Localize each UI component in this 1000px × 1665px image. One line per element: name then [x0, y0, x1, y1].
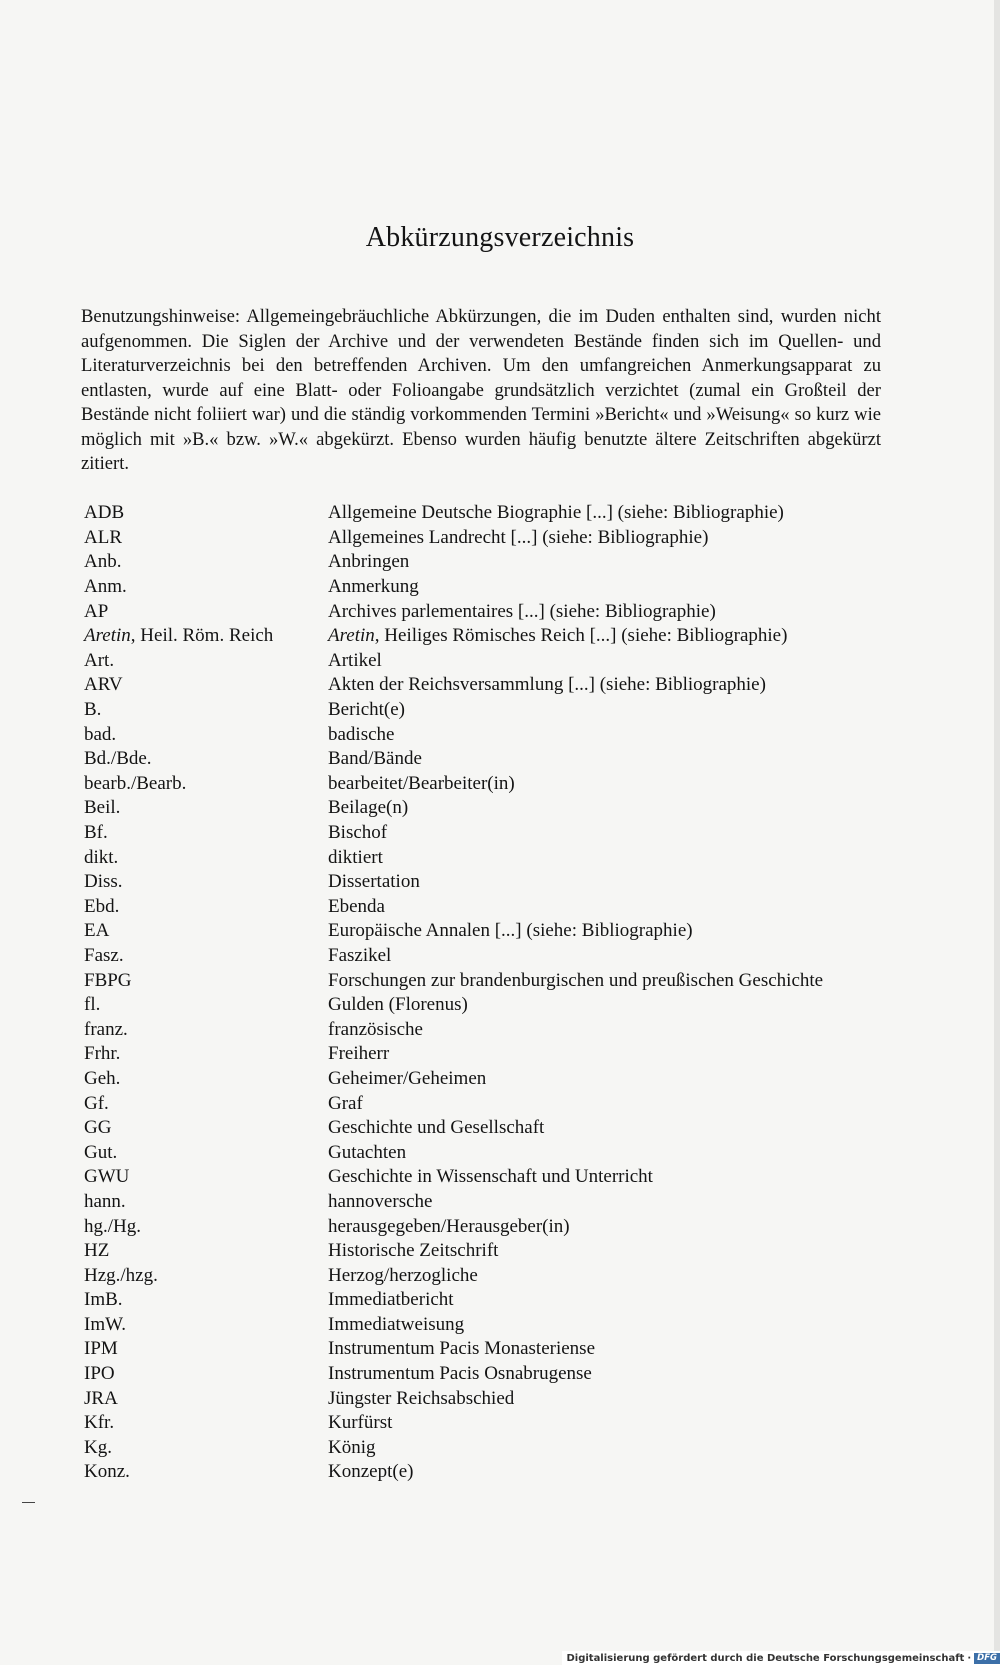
abbreviation-term: Bd./Bde.	[84, 748, 152, 770]
abbreviation-definition: Immediatbericht	[328, 1289, 454, 1311]
abbreviation-definition: Gulden (Florenus)	[328, 994, 468, 1016]
abbreviation-term: bad.	[84, 723, 117, 745]
abbreviation-definition: Bischof	[328, 822, 388, 844]
abbreviation-definition: Historische Zeitschrift	[328, 1240, 499, 1262]
abbreviation-definition: Herzog/herzogliche	[328, 1264, 478, 1286]
abbreviation-term: dikt.	[84, 846, 119, 868]
list-item	[84, 747, 904, 772]
list-item	[84, 501, 904, 526]
list-item	[84, 772, 904, 797]
abbreviation-term: GG	[84, 1117, 112, 1139]
list-item	[84, 624, 904, 649]
abbreviation-definition: Faszikel	[328, 944, 392, 966]
list-item	[84, 1362, 904, 1387]
abbreviation-term: ImB.	[84, 1289, 123, 1311]
abbreviation-definition: hannoversche	[328, 1190, 433, 1212]
abbreviation-definition: Geheimer/Geheimen	[328, 1067, 487, 1089]
abbreviation-term: Diss.	[84, 871, 123, 893]
list-item	[84, 968, 904, 993]
abbreviation-definition: Band/Bände	[328, 748, 422, 770]
abbreviation-term	[84, 625, 328, 647]
abbreviation-definition: Artikel	[328, 649, 382, 671]
abbreviation-term: Gf.	[84, 1092, 109, 1114]
abbreviation-definition: badische	[328, 723, 395, 745]
list-item	[84, 1411, 904, 1436]
abbreviation-definition: Beilage(n)	[328, 797, 409, 819]
usage-notes: Benutzungshinweise: Allgemeingebräuchliche Abkürzungen, die im Duden enthalten sind, wurden nicht aufgenommen. Die Siglen der Archive und der verwendeten Bestände finden sich im Quellen- und Literaturverzeichnis bei den betreffenden Archiven. Um den umfangreichen Anmerkungsapparat zu entlasten, wurde auf eine Blatt- oder Folioangabe grundsätzlich verzichtet (zumal ein Großteil der Bestände nicht foliiert war) und die ständig vorkommenden Termini »Bericht« und »Weisung« so kurz wie möglich mit »B.« bzw. »W.« abgekürzt. Ebenso wurden häufig benutzte ältere Zeitschriften abgekürzt zitiert.	[81, 306, 881, 474]
list-item	[84, 550, 904, 575]
abbreviation-term: ADB	[84, 502, 125, 524]
abbreviation-term: IPO	[84, 1363, 115, 1385]
page-title: Abkürzungsverzeichnis	[365, 222, 635, 253]
abbreviation-term: hann.	[84, 1190, 126, 1212]
abbreviation-term: IPM	[84, 1338, 118, 1360]
abbreviation-definition: Allgemeine Deutsche Biographie [...] (siehe: Bibliographie)	[328, 502, 784, 524]
list-item	[84, 1165, 904, 1190]
list-item	[84, 1214, 904, 1239]
margin-dash	[22, 1502, 35, 1503]
abbreviation-definition: Instrumentum Pacis Monasteriense	[328, 1338, 596, 1360]
abbreviation-definition: Immediatweisung	[328, 1313, 465, 1335]
abbreviation-term: Frhr.	[84, 1043, 121, 1065]
abbreviation-term: Anb.	[84, 551, 122, 573]
list-item	[84, 1313, 904, 1338]
abbreviation-definition: bearbeitet/Bearbeiter(in)	[328, 772, 515, 794]
author-name-italic: Aretin	[328, 625, 375, 647]
abbreviation-term: EA	[84, 920, 110, 942]
abbreviation-term: HZ	[84, 1240, 110, 1262]
abbreviation-definition: Jüngster Reichsabschied	[328, 1387, 515, 1409]
abbreviation-definition: Graf	[328, 1092, 363, 1114]
list-item	[84, 870, 904, 895]
abbreviation-definition: Geschichte in Wissenschaft und Unterricht	[328, 1166, 653, 1188]
list-item	[84, 599, 904, 624]
abbreviation-definition-rest: , Heiliges Römisches Reich [...] (siehe: Bibliographie)	[374, 625, 788, 647]
list-item	[84, 919, 904, 944]
list-item	[84, 649, 904, 674]
abbreviation-definition: französische	[328, 1018, 423, 1040]
abbreviation-definition: Archives parlementaires [...] (siehe: Bibliographie)	[328, 600, 716, 622]
abbreviation-term: AP	[84, 600, 109, 622]
abbreviation-list	[84, 501, 904, 1485]
list-item	[84, 1067, 904, 1092]
list-item	[84, 821, 904, 846]
abbreviation-term: Kfr.	[84, 1412, 115, 1434]
digitization-footer	[562, 1651, 1000, 1665]
abbreviation-definition: Bericht(e)	[328, 699, 406, 721]
list-item	[84, 845, 904, 870]
abbreviation-term: Ebd.	[84, 895, 120, 917]
abbreviation-term: Geh.	[84, 1067, 121, 1089]
abbreviation-definition: König	[328, 1436, 376, 1458]
list-item	[84, 1017, 904, 1042]
list-item	[84, 575, 904, 600]
abbreviation-term: Bf.	[84, 822, 108, 844]
dfg-logo-icon: DFG	[974, 1653, 1000, 1664]
list-item	[84, 1140, 904, 1165]
abbreviation-definition: Instrumentum Pacis Osnabrugense	[328, 1363, 592, 1385]
abbreviation-term: Konz.	[84, 1461, 130, 1483]
abbreviation-definition: Akten der Reichsversammlung [...] (siehe: Bibliographie)	[328, 674, 766, 696]
abbreviation-definition: Freiherr	[328, 1043, 390, 1065]
abbreviation-definition: Anmerkung	[328, 576, 419, 598]
abbreviation-term: franz.	[84, 1018, 128, 1040]
abbreviation-definition: diktiert	[328, 846, 383, 868]
list-item	[84, 722, 904, 747]
abbreviation-term: Gut.	[84, 1141, 118, 1163]
list-item	[84, 1190, 904, 1215]
list-item	[84, 526, 904, 551]
abbreviation-term: ALR	[84, 526, 122, 548]
abbreviation-definition: Ebenda	[328, 895, 385, 917]
abbreviation-term-rest: , Heil. Röm. Reich	[130, 625, 274, 647]
abbreviation-definition: Allgemeines Landrecht [...] (siehe: Bibliographie)	[328, 526, 709, 548]
abbreviation-definition: Dissertation	[328, 871, 420, 893]
abbreviation-term: JRA	[84, 1387, 118, 1409]
list-item	[84, 944, 904, 969]
footer-separator: ·	[967, 1652, 972, 1664]
abbreviation-term: FBPG	[84, 969, 132, 991]
abbreviation-definition: Geschichte und Gesellschaft	[328, 1117, 545, 1139]
abbreviation-term: Beil.	[84, 797, 121, 819]
list-item	[84, 673, 904, 698]
abbreviation-term: B.	[84, 699, 102, 721]
abbreviation-term: Fasz.	[84, 944, 124, 966]
abbreviation-definition: Konzept(e)	[328, 1461, 414, 1483]
list-item	[84, 895, 904, 920]
list-item	[84, 1288, 904, 1313]
list-item	[84, 1042, 904, 1067]
abbreviation-term: ARV	[84, 674, 123, 696]
abbreviation-definition: Anbringen	[328, 551, 410, 573]
list-item	[84, 1116, 904, 1141]
abbreviation-term: GWU	[84, 1166, 130, 1188]
abbreviation-term: fl.	[84, 994, 101, 1016]
abbreviation-definition: Kurfürst	[328, 1412, 393, 1434]
abbreviation-definition	[328, 625, 904, 647]
list-item	[84, 698, 904, 723]
list-item	[84, 1239, 904, 1264]
abbreviation-term: Hzg./hzg.	[84, 1264, 158, 1286]
abbreviation-term: Art.	[84, 649, 115, 671]
list-item	[84, 1386, 904, 1411]
abbreviation-definition: herausgegeben/Herausgeber(in)	[328, 1215, 570, 1237]
abbreviation-term: hg./Hg.	[84, 1215, 141, 1237]
abbreviation-term: Kg.	[84, 1436, 112, 1458]
abbreviation-definition: Forschungen zur brandenburgischen und preußischen Geschichte	[328, 969, 824, 991]
list-item	[84, 1337, 904, 1362]
list-item	[84, 993, 904, 1018]
abbreviation-definition: Europäische Annalen [...] (siehe: Bibliographie)	[328, 920, 693, 942]
list-item	[84, 796, 904, 821]
list-item	[84, 1263, 904, 1288]
author-name-italic: Aretin	[84, 625, 131, 647]
abbreviation-term: Anm.	[84, 576, 127, 598]
abbreviation-definition: Gutachten	[328, 1141, 407, 1163]
list-item	[84, 1436, 904, 1461]
list-item	[84, 1091, 904, 1116]
list-item	[84, 1460, 904, 1485]
abbreviation-term: ImW.	[84, 1313, 127, 1335]
footer-text: Digitalisierung gefördert durch die Deutsche Forschungsgemeinschaft	[566, 1652, 965, 1664]
abbreviation-term: bearb./Bearb.	[84, 772, 187, 794]
